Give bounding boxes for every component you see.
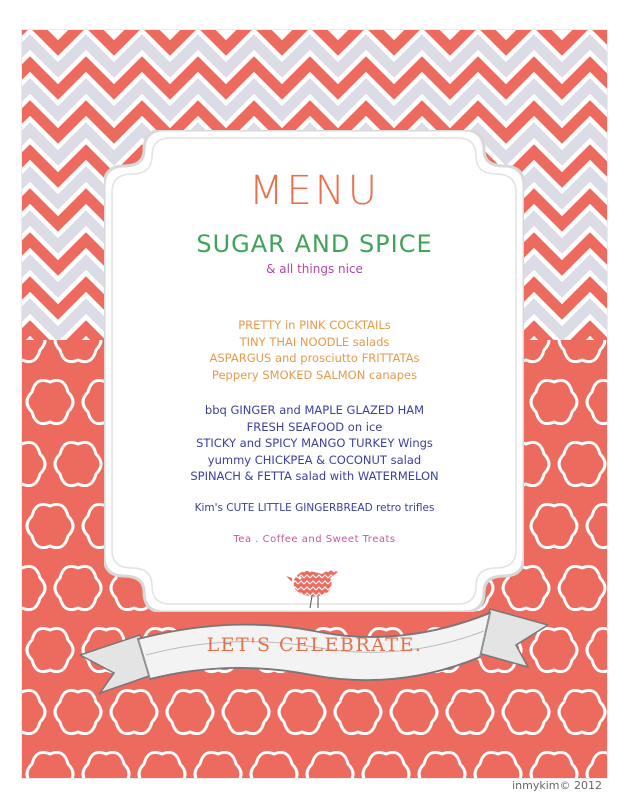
menu-subtitle: SUGAR AND SPICE	[196, 230, 433, 258]
menu-item: Tea . Coffee and Sweet Treats	[233, 534, 396, 545]
drinks-item	[22, 532, 607, 549]
starters-list	[22, 317, 607, 383]
menu-item: STICKY and SPICY MANGO TURKEY Wings	[196, 436, 433, 450]
menu-title: MENU	[249, 168, 380, 214]
menu-item: Peppery SMOKED SALMON canapes	[211, 367, 418, 382]
menu-tagline: & all things nice	[266, 262, 363, 276]
menu-item: PRETTY in PINK COCKTAILs	[238, 318, 391, 332]
menu-item: yummy CHICKPEA & COCONUT salad	[207, 452, 422, 467]
dessert-item	[22, 500, 607, 517]
menu-item: Kim's CUTE LITTLE GINGERBREAD retro trifles	[194, 502, 435, 514]
menu-item: FRESH SEAFOOD on ice	[246, 419, 383, 434]
menu-item: TINY THAI NOODLE salads	[239, 334, 390, 349]
photo-credit: inmykim© 2012	[512, 779, 602, 792]
menu-item: bbq GINGER and MAPLE GLAZED HAM	[204, 403, 425, 417]
mains-list	[22, 402, 607, 485]
menu-card-page	[22, 30, 607, 778]
menu-item: SPINACH & FETTA salad with WATERMELON	[190, 469, 439, 483]
banner-text: LET'S CELEBRATE.	[206, 634, 423, 656]
menu-item: ASPARGUS and prosciutto FRITTATAs	[209, 351, 420, 365]
